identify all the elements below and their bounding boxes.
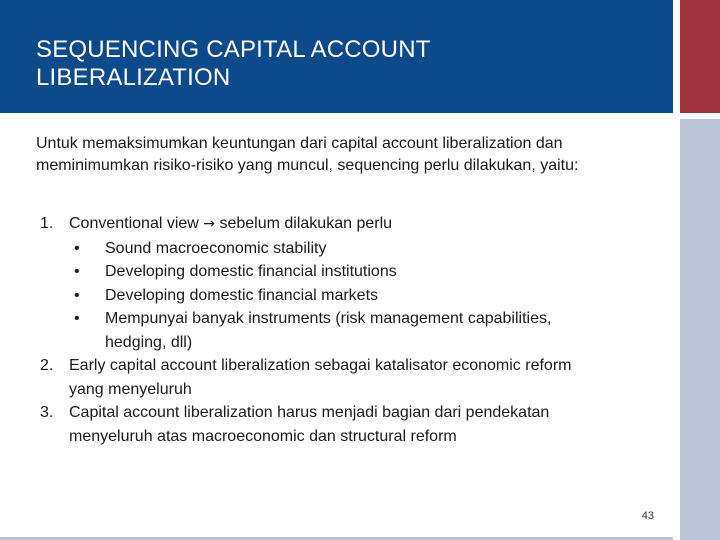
intro-line: meminimumkan risiko-risiko yang muncul, sequencing perlu dilakukan, yaitu: (36, 157, 579, 174)
sub-bullet-line: Developing domestic financial markets (105, 286, 379, 304)
list-item-line: Capital account liberalization harus menjadi bagian dari pendekatan (69, 404, 550, 421)
right-arrow-icon: → (203, 216, 216, 232)
list-item-line: Early capital account liberalization sebagai katalisator economic reform (69, 357, 572, 374)
page-number: 43 (641, 510, 654, 522)
list-number: 1. (40, 215, 54, 232)
list-item-text: Conventional view (69, 215, 204, 232)
sub-bullet-item (69, 260, 666, 284)
sub-bullet-line: Sound macroeconomic stability (105, 239, 327, 257)
sub-bullet-item (69, 284, 666, 308)
numbered-list (36, 212, 666, 448)
list-item (36, 212, 666, 354)
list-number: 3. (40, 404, 54, 421)
list-number: 2. (40, 357, 54, 374)
sub-bullet-line: Developing domestic financial institutions (105, 263, 397, 280)
list-item (36, 401, 666, 448)
bullet-icon: • (74, 263, 80, 280)
slide-title-line: SEQUENCING CAPITAL ACCOUNT (36, 36, 431, 63)
list-item-text: sebelum dilakukan perlu (215, 215, 393, 232)
accent-bar-red (680, 0, 720, 113)
sub-bullet-item (69, 237, 666, 261)
intro-line: Untuk memaksimumkan keuntungan dari capital account liberalization dan (36, 135, 563, 152)
list-item-line (69, 212, 666, 237)
accent-bar-gray (680, 119, 720, 540)
sub-bullet-line: hedging, dll) (105, 333, 193, 351)
slide-title (36, 36, 656, 92)
bullet-icon: • (74, 239, 80, 257)
bullet-icon: • (74, 310, 80, 327)
sub-bullet-line: Mempunyai banyak instruments (risk management capabilities, (105, 310, 552, 327)
list-item-line: menyeluruh atas macroeconomic dan structural reform (69, 427, 457, 445)
list-item (36, 354, 666, 401)
slide-title-line: LIBERALIZATION (36, 64, 231, 91)
list-item-line: yang menyeluruh (69, 380, 192, 398)
sub-bullet-item (69, 307, 666, 354)
intro-paragraph (36, 133, 666, 177)
bullet-icon: • (74, 286, 80, 304)
